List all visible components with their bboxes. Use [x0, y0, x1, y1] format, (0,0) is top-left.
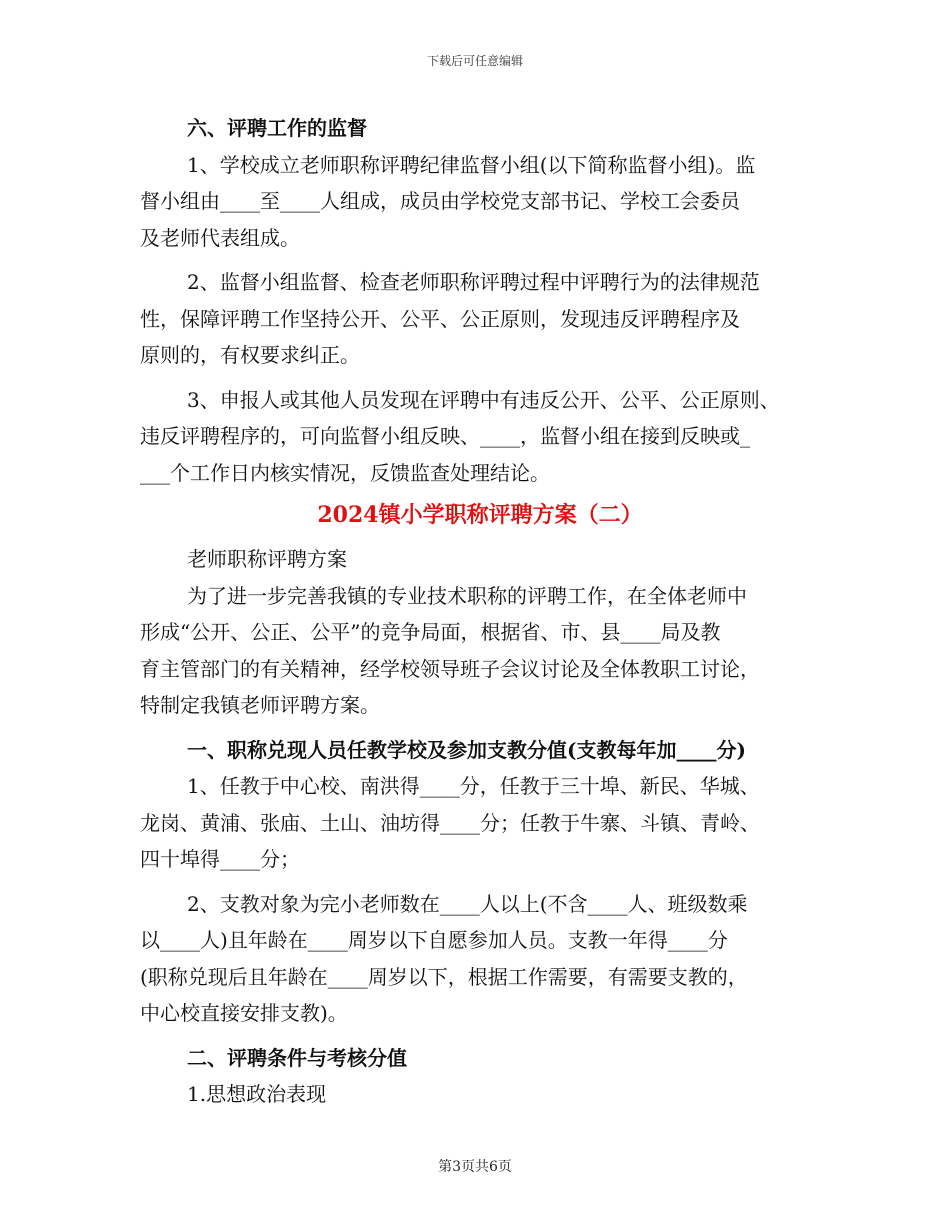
paragraph-line: 形成“公开、公正、公平”的竞争局面，根据省、市、县____局及教 [140, 620, 721, 644]
paragraph-line: 3、申报人或其他人员发现在评聘中有违反公开、公平、公正原则、 [187, 387, 780, 412]
paragraph-line: 育主管部门的有关精神，经学校领导班子会议讨论及全体教职工讨论， [140, 656, 760, 681]
paragraph-line: ___个工作日内核实情况，反馈监查处理结论。 [140, 460, 550, 485]
page-footer: 第3页共6页 [438, 1159, 512, 1175]
paragraph-line: 四十埠得____分； [140, 847, 300, 871]
document-body [140, 110, 820, 1113]
paragraph-line: 1、任教于中心校、南洪得____分，任教于三十埠、新民、华城、 [187, 774, 760, 798]
paragraph-line: 违反评聘程序的，可向监督小组反映、____，监督小组在接到反映或_ [140, 424, 750, 448]
paragraph-line: 为了进一步完善我镇的专业技术职称的评聘工作，在全体老师中 [187, 583, 747, 608]
paragraph-line: 2、支教对象为完小老师数在____人以上(不含____人、班级数乘 [187, 891, 748, 916]
paragraph-line: 特制定我镇老师评聘方案。 [140, 693, 380, 717]
section-1-heading: 一、职称兑现人员任教学校及参加支教分值(支教每年加____分) [187, 737, 746, 762]
paragraph-line: 龙岗、黄浦、张庙、土山、油坊得____分；任教于牛寨、斗镇、青岭、 [140, 810, 760, 835]
document-subtitle: 老师职称评聘方案 [187, 547, 347, 571]
paragraph-line: 1、学校成立老师职称评聘纪律监督小组(以下简称监督小组)。监 [187, 152, 756, 177]
paragraph-line: 性，保障评聘工作坚持公开、公平、公正原则，发现违反评聘程序及 [140, 306, 740, 331]
section-2-heading: 二、评聘条件与考核分值 [187, 1045, 407, 1070]
paragraph-line: (职称兑现后且年龄在____周岁以下，根据工作需要，有需要支教的， [140, 964, 748, 989]
paragraph-line: 原则的，有权要求纠正。 [140, 343, 360, 367]
paragraph-line: 以____人)且年龄在____周岁以下自愿参加人员。支教一年得____分 [140, 928, 728, 952]
section-6-heading: 六、评聘工作的监督 [187, 116, 367, 140]
page-header: 下载后可任意编辑 [426, 54, 523, 68]
paragraph-line: 2、监督小组监督、检查老师职称评聘过程中评聘行为的法律规范 [187, 270, 760, 294]
paragraph-line: 督小组由____至____人组成，成员由学校党支部书记、学校工会委员 [140, 189, 740, 213]
paragraph-line: 中心校直接安排支教)。 [140, 1001, 348, 1025]
paragraph-line: 及老师代表组成。 [140, 225, 300, 250]
document-title: 2024镇小学职称评聘方案（二） [317, 502, 643, 528]
paragraph-line: 1.思想政治表现 [187, 1082, 327, 1106]
